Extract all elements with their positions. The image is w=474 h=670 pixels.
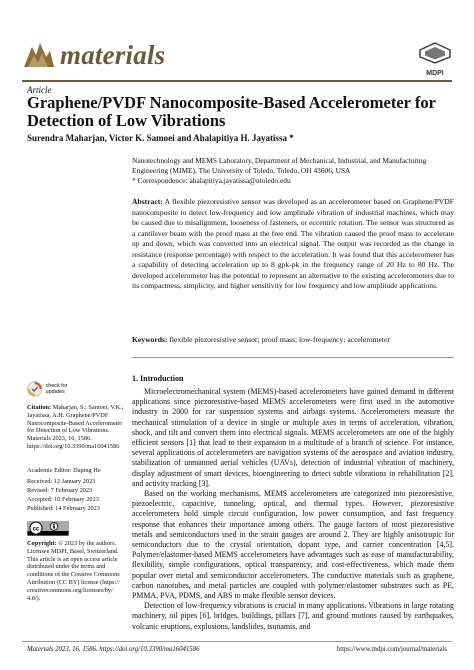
mdpi-icon [418, 42, 452, 64]
abstract-label: Abstract: [132, 197, 163, 206]
citation-label: Citation: [27, 404, 52, 411]
paragraph-3: Detection of low-frequency vibrations is crucial in many applications. Vibrations in large rotating machinery, oil pipes [6], bridges, buildings, pillars [7], and ground motions caused by earthquakes, volcanic eruptions, explosions, landslides, tsunamis, and [132, 601, 454, 631]
revised-date: Revised: 7 February 2023 [27, 487, 93, 494]
received-date: Received: 12 January 2023 [27, 478, 96, 485]
author-list: Surendra Maharjan, Victor K. Samoei and Ahalapitiya H. Jayatissa * [27, 133, 294, 143]
publisher-name: MDPI [426, 70, 444, 77]
journal-name: materials [60, 39, 166, 70]
cc-by-license-badge[interactable] [27, 521, 69, 536]
cc-by-icon [27, 521, 69, 536]
citation-text[interactable]: Maharjan, S.; Samoei, V.K.; Jayatissa, A.H. Graphene/PVDF Nanocomposite-Based Accelerometer for Detection of Low Vibrations. Materials 2023, 16, 1586. https://doi.org/10.3390/ma16041586 [27, 404, 124, 450]
journal-logo[interactable] [22, 38, 172, 72]
article-type: Article [27, 85, 52, 95]
keywords [132, 335, 454, 344]
copyright-label: Copyright: [27, 540, 57, 547]
section-heading: 1. Introduction [132, 374, 184, 383]
footer-journal-link[interactable]: https://www.mdpi.com/journal/materials [336, 646, 447, 653]
publisher-logo[interactable] [418, 42, 452, 77]
correspondence-text: * Correspondence: ahalapitiya.jayatissa@utoledo.edu [132, 176, 291, 185]
abstract-text: A flexible piezoresistive sensor was developed as an accelerometer based on Graphene/PVDF nanocomposite to detect low-frequency and low amplitude vibration of industrial machines, which may be caused due to misalignment, looseness of fasteners, or eccentric rotation. The sensor was structured as a cantilever beam with the proof mass at the free end. The vibration caused the proof mass to accelerate up and down, which was converted into an electrical signal. The output was recorded as the change in resistance (response percentage) with respect to the acceleration. It was found that this accelerometer has a capability of detecting acceleration up to 8 gpk-pk in the frequency range of 20 Hz to 80 Hz. The developed accelerometer has the potential to represent an alternative to the existing accelerometers due to its compactness, simplicity, and higher sensitivity for low frequency and low amplitude applications. [132, 197, 454, 290]
keywords-divider [132, 357, 454, 358]
accepted-date: Accepted: 10 February 2023 [27, 496, 99, 503]
footer-rule [22, 641, 452, 642]
abstract [132, 197, 454, 292]
check-updates-label: check for updates [45, 383, 68, 395]
header-rule [22, 80, 452, 82]
citation-block [27, 404, 125, 451]
paragraph-1: Microelectromechanical system (MEMS)-based accelerometers have gained demand in different applications since piezoresistive-based MEMS accelerometers were first used in the automotive industry in 2000 for car suspension systems and airbags systems. Accelerometers measure the mechanical stimulation of a device in single or multiple axes in terms of acceleration, vibration, shock, and tilt and convert them into electrical signals. MEMS accelerometers are one of the highly efficient sensors [1] that lead to their expansion in a multitude of a branch of science. For instance, several applications of accelerometers are navigation systems of the aerospace and aviation industry, stabilization of unmanned aerial vehicles (UAVs), detection of industrial vibration of machinery, display adjustment of smart devices, bioengineering to detect subtle vibrations in rehabilitation [2], and activity tracking [3]. [132, 387, 454, 488]
published-date: Published: 14 February 2023 [27, 505, 100, 512]
copyright-block [27, 540, 125, 602]
affiliation: Nanotechnology and MEMS Laboratory, Department of Mechanical, Industrial, and Manufacturing Engineering (MIME), The University of Toledo, Toledo, OH 43606, USA [132, 156, 427, 175]
body-text [132, 387, 454, 632]
footer-citation[interactable]: Materials 2023, 16, 1586. https://doi.org/10.3390/ma16041586 [27, 646, 200, 653]
keywords-text: flexible piezoresistive sensor; proof mass; low-frequency; accelerometer [169, 335, 390, 344]
check-for-updates-badge[interactable] [27, 380, 87, 398]
journal-logo-icon [22, 41, 56, 69]
copyright-text: © 2023 by the authors. Licensee MDPI, Basel, Switzerland. This article is an open access article distributed under the terms and conditions of the Creative Commons Attribution (CC BY) license (https:// creativecommons.org/licenses/by/ 4.0/). [27, 540, 120, 602]
paragraph-2: Based on the working mechanisms, MEMS accelerometers are categorized into piezoresistive, piezoelectric, capacitive, tunneling, optical, and thermal types. However, piezoresistive accelerometers hold simple circuit configuration, low power consumption, and fast frequency response that enhances their importance among others. The gauge factors of most piezoresistive metals and semiconductors used in the strain gauges are around 2. They are highly anisotropic for semiconductors due to the crystal orientation, dopant type, and carrier concentration [4,5]. Polymer/elastomer-based MEMS accelerometers have advantages such as ease of manufacturability, flexibility, simple configurations, optical transparency, and cost-effectiveness, which made them popular over metal and semiconductor accelerometers. The conductive materials such as graphene, carbon nanotubes, and metal particles are coupled with polymer/elastomer substrates such as PE, PMMA, PVA, PDMS, and ABS to make flexible sensor devices. [132, 489, 454, 601]
keywords-label: Keywords: [132, 335, 168, 344]
svg-text:cc: cc [32, 526, 40, 533]
correspondence[interactable] [132, 176, 291, 185]
check-updates-icon [27, 381, 43, 397]
paper-title: Graphene/PVDF Nanocomposite-Based Accelerometer for Detection of Low Vibrations [27, 93, 436, 130]
academic-editor: Academic Editor: Daping He [27, 467, 101, 474]
